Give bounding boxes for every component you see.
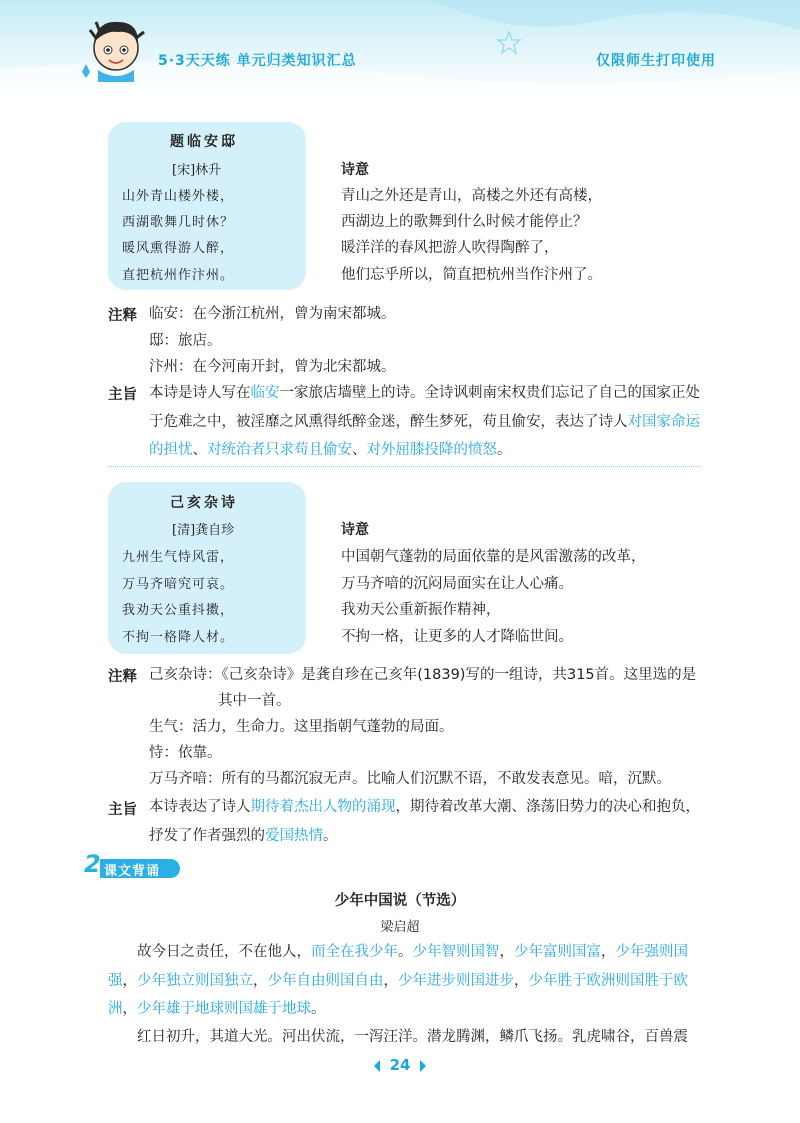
- section-number: 2: [84, 850, 101, 878]
- poem1-translation-label: 诗意: [341, 162, 369, 178]
- poem1-title: 题临安邸: [170, 134, 238, 150]
- essay-title: 少年中国说（节选）: [334, 893, 466, 909]
- poem2-note: 己亥杂诗：《己亥杂诗》是龚自珍在己亥年(1839)写的一组诗，共315首。这里选的是: [149, 667, 697, 683]
- poem2-notes-label: 注释: [108, 669, 137, 685]
- poem1-author: [宋]林升: [172, 163, 222, 178]
- poem1-notes-label: 注释: [108, 308, 137, 324]
- poem1-line: 西湖歌舞几时休？: [122, 215, 235, 230]
- section-divider: [108, 466, 700, 467]
- poem2-line: 九州生气恃风雷，: [122, 550, 235, 565]
- page-number: 24: [389, 1056, 411, 1074]
- poem1-translation-line: 暖洋洋的春风把游人吹得陶醉了，: [341, 240, 559, 256]
- poem2-note: 其中一首。: [218, 693, 291, 709]
- poem2-translation-line: 中国朝气蓬勃的局面依靠的是风雷激荡的改革，: [341, 549, 646, 565]
- essay-author: 梁启超: [380, 920, 420, 935]
- poem1-line: 直把杭州作汴州。: [122, 268, 235, 283]
- poem2-line: 万马齐喑究可哀。: [122, 577, 235, 592]
- poem1-theme-label: 主旨: [108, 387, 137, 403]
- essay-paragraph-2: 红日初升，其道大光。河出伏流，一泻汪洋。潜龙腾渊，鳞爪飞扬。乳虎啸谷，百兽震: [137, 1029, 688, 1045]
- poem1-translation-line: 他们忘乎所以，简直把杭州当作汴州了。: [341, 267, 602, 283]
- section-label: 课文背诵: [104, 864, 161, 879]
- poem2-translation-line: 我劝天公重新振作精神，: [341, 602, 501, 618]
- poem2-theme-label: 主旨: [108, 802, 137, 818]
- poem2-note: 万马齐喑：所有的马都沉寂无声。比喻人们沉默不语，不敢发表意见。喑，沉默。: [149, 771, 671, 787]
- poem2-translation-line: 万马齐喑的沉闷局面实在让人心痛。: [341, 576, 573, 592]
- header-series-title: 5·3天天练 单元归类知识汇总: [158, 53, 357, 69]
- poem2-theme: 本诗表达了诗人期待着杰出人物的涌现，期待着改革大潮、涤荡旧势力的决心和抱负，抒发了作者强烈的爱国热情。: [149, 799, 700, 844]
- poem1-translation-line: 西湖边上的歌舞到什么时候才能停止？: [341, 214, 588, 230]
- poem2-line: 我劝天公重抖擞，: [122, 603, 235, 618]
- essay-paragraph-1: 故今日之责任，不在他人，而全在我少年。少年智则国智，少年富则国富，少年强则国强，少年独立则国独立，少年自由则国自由，少年进步则国进步，少年胜于欧洲则国胜于欧洲，少年雄于地球则国雄于地球。: [108, 944, 688, 1017]
- poem2-line: 不拘一格降人材。: [122, 630, 235, 645]
- poem2-note: 生气：活力，生命力。这里指朝气蓬勃的局面。: [149, 719, 454, 735]
- poem2-author: [清]龚自珍: [172, 523, 235, 538]
- poem2-note: 恃：依靠。: [149, 745, 222, 761]
- poem1-translation-line: 青山之外还是青山，高楼之外还有高楼，: [341, 188, 602, 204]
- poem2-translation-line: 不拘一格，让更多的人才降临世间。: [341, 629, 573, 645]
- mascot-boy-icon: [78, 12, 154, 86]
- poem2-title: 己亥杂诗: [170, 495, 238, 511]
- poem1-note: 汴州：在今河南开封，曾为北宋都城。: [149, 359, 396, 375]
- poem1-line: 山外青山楼外楼，: [122, 189, 235, 204]
- header-usage-note: 仅限师生打印使用: [596, 53, 716, 69]
- poem1-note: 邸：旅店。: [149, 333, 222, 349]
- poem2-translation-label: 诗意: [341, 522, 369, 538]
- poem1-line: 暖风熏得游人醉，: [122, 241, 235, 256]
- star-icon: [496, 30, 522, 56]
- poem1-theme: 本诗是诗人写在临安一家旅店墙壁上的诗。全诗讽刺南宋权贵们忘记了自己的国家正处于危难之中，被淫靡之风熏得纸醉金迷，醉生梦死，苟且偷安，表达了诗人对国家命运的担忧、对统治者只求苟且偷安、对外屈膝投降的愤怒。: [149, 385, 700, 458]
- poem1-note: 临安：在今浙江杭州，曾为南宋都城。: [149, 306, 396, 322]
